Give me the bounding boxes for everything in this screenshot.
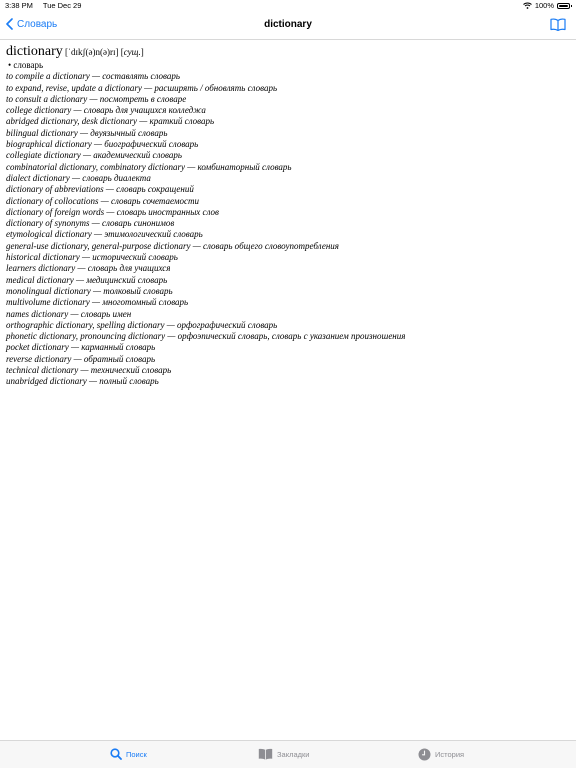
- navigation-bar: [0, 12, 576, 40]
- status-date: Tue Dec 29: [42, 1, 82, 10]
- example-item: monolingual dictionary — толковый словарь: [6, 285, 173, 296]
- battery-percent: 100%: [534, 1, 554, 10]
- example-item: names dictionary — словарь имен: [6, 308, 132, 319]
- status-bar: [0, 0, 576, 12]
- transcription: [ˈdɪkʃ(ə)n(ə)rɪ]: [65, 47, 119, 57]
- tab-bar: [0, 740, 576, 768]
- headword: dictionary: [6, 44, 63, 59]
- search-icon: [110, 748, 122, 760]
- example-item: to compile a dictionary — составлять словарь: [6, 71, 180, 82]
- example-item: etymological dictionary — этимологический словарь: [6, 229, 203, 240]
- example-item: multivolume dictionary — многотомный словарь: [6, 297, 189, 308]
- example-item: historical dictionary — исторический словарь: [6, 252, 178, 263]
- headword-line: dictionary [ˈdɪkʃ(ə)n(ə)rɪ] [сущ.]: [6, 44, 144, 59]
- clock-icon: [418, 748, 431, 761]
- tab-bookmarks-label: Закладки: [277, 749, 310, 759]
- example-item: reverse dictionary — обратный словарь: [6, 353, 156, 364]
- example-item: orthographic dictionary, spelling dictionary — орфографический словарь: [6, 319, 278, 330]
- tab-search-label: Поиск: [126, 749, 147, 759]
- example-item: dialect dictionary — словарь диалекта: [6, 172, 151, 183]
- example-item: to expand, revise, update a dictionary — расширять / обновлять словарь: [6, 82, 278, 93]
- battery-icon: [557, 3, 570, 9]
- example-item: dictionary of abbreviations — словарь сокращений: [6, 184, 194, 195]
- example-item: general-use dictionary, general-purpose dictionary — словарь общего словоупотребления: [6, 240, 339, 251]
- example-item: bilingual dictionary — двуязычный словарь: [6, 127, 168, 138]
- tab-bookmarks[interactable]: [258, 748, 309, 760]
- example-item: biographical dictionary — биографический словарь: [6, 139, 199, 150]
- tab-search[interactable]: [110, 748, 147, 760]
- bookmark-button[interactable]: [550, 18, 566, 36]
- example-item: dictionary of collocations — словарь сочетаемости: [6, 195, 200, 206]
- example-item: medical dictionary — медицинский словарь: [6, 274, 168, 285]
- back-button-label: Словарь: [17, 18, 58, 30]
- tab-history-label: История: [435, 750, 465, 759]
- entry-content: [6, 44, 566, 388]
- examples-list: [6, 71, 566, 387]
- example-item: dictionary of foreign words — словарь иностранных слов: [6, 206, 219, 217]
- example-item: to consult a dictionary — посмотреть в словаре: [6, 93, 187, 104]
- wifi-icon: [523, 2, 532, 9]
- tab-history[interactable]: [418, 748, 464, 761]
- example-item: phonetic dictionary, pronouncing dictionary — орфоэпический словарь, словарь с указанием произношения: [6, 331, 406, 342]
- page-title: dictionary: [264, 19, 312, 30]
- book-icon: [550, 18, 566, 31]
- part-of-speech: сущ.: [123, 47, 141, 57]
- translation: • словарь: [8, 60, 44, 70]
- example-item: pocket dictionary — карманный словарь: [6, 342, 156, 353]
- example-item: combinatorial dictionary, combinatory dictionary — комбинаторный словарь: [6, 161, 292, 172]
- example-item: college dictionary — словарь для учащихся колледжа: [6, 105, 206, 116]
- example-item: abridged dictionary, desk dictionary — краткий словарь: [6, 116, 215, 127]
- example-item: collegiate dictionary — академический словарь: [6, 150, 182, 161]
- example-item: dictionary of synonyms — словарь синонимов: [6, 218, 175, 229]
- example-item: technical dictionary — технический словарь: [6, 365, 172, 376]
- example-item: unabridged dictionary — полный словарь: [6, 376, 159, 387]
- book-icon: [258, 748, 273, 760]
- status-time: 3:38 PM: [5, 1, 33, 10]
- example-item: learners dictionary — словарь для учащихся: [6, 263, 171, 274]
